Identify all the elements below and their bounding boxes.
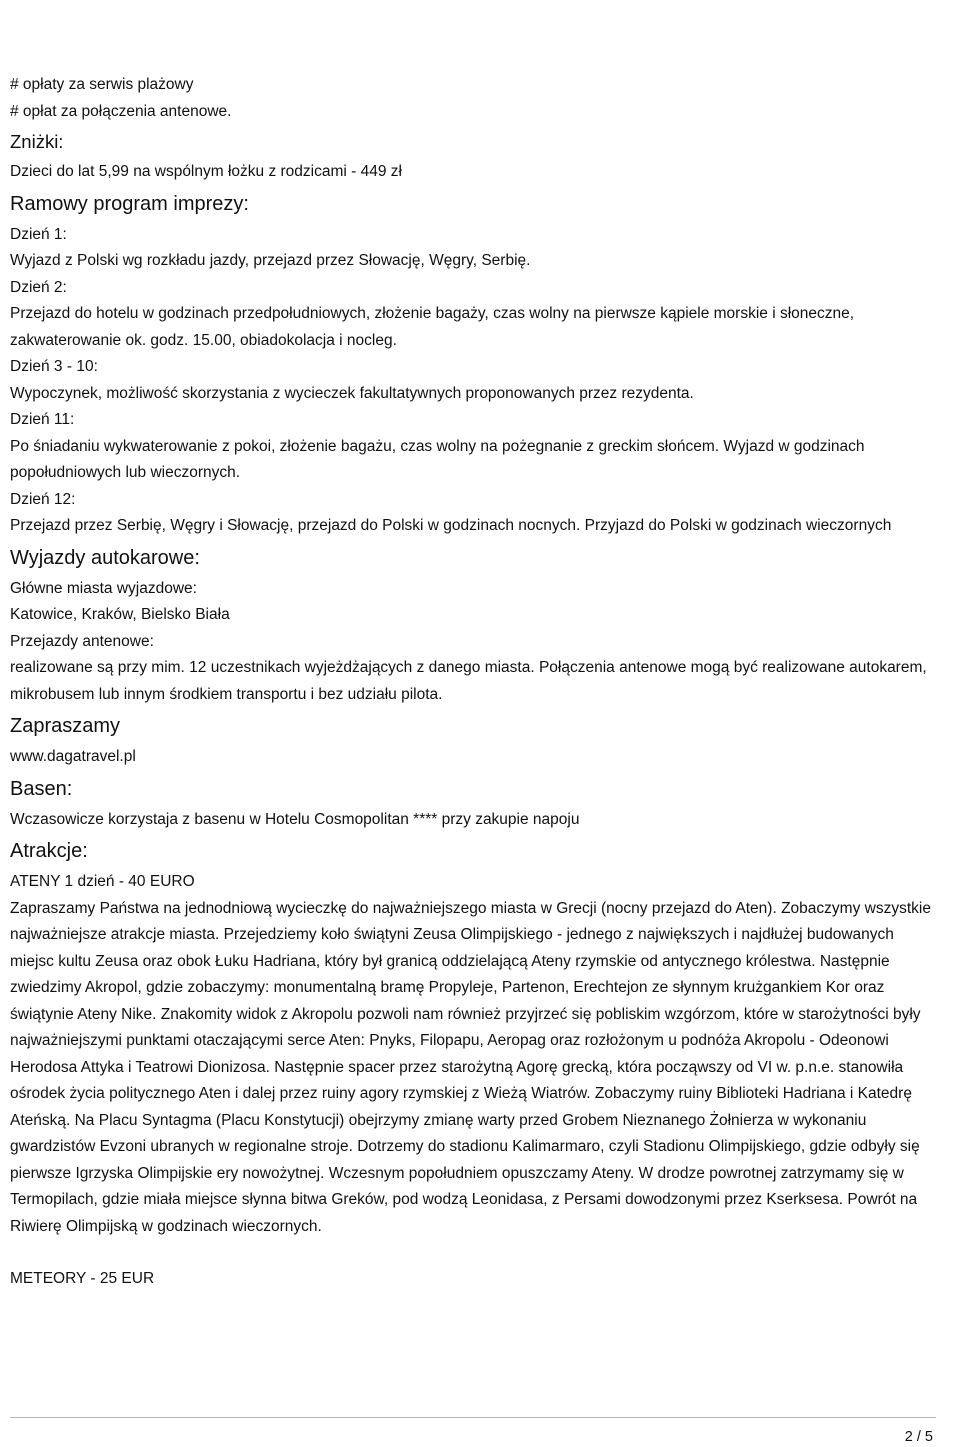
- day3-text: Wypoczynek, możliwość skorzystania z wycieczek fakultatywnych proponowanych przez rezydenta.: [10, 384, 694, 402]
- website-text: www.dagatravel.pl: [10, 748, 136, 765]
- invite-heading: Zapraszamy: [10, 715, 121, 737]
- footer-divider: [10, 1417, 936, 1418]
- day12-label: Dzień 12:: [10, 490, 76, 508]
- page-number: 2 / 5: [904, 1429, 933, 1445]
- fee-item-antenna: # opłat za połączenia antenowe.: [10, 102, 232, 120]
- day3-label: Dzień 3 - 10:: [10, 358, 98, 375]
- day11-text: Po śniadaniu wykwaterowanie z pokoi, złożenie bagażu, czas wolny na pożegnanie z greckim słońcem. Wyjazd w godzinach popołudniowych lub wieczornych.: [10, 437, 865, 481]
- antenna-label: Przejazdy antenowe:: [10, 632, 154, 650]
- discounts-heading: Zniżki:: [10, 131, 64, 152]
- day11-label: Dzień 11:: [10, 411, 75, 428]
- day12-text: Przejazd przez Serbię, Węgry i Słowację, przejazd do Polski w godzinach nocnych. Przyjazd do Polski w godzinach wieczornych: [10, 517, 892, 534]
- main-cities-label: Główne miasta wyjazdowe:: [10, 579, 197, 597]
- fee-item-beach: # opłaty za serwis plażowy: [10, 76, 194, 93]
- document-body: [10, 72, 935, 1293]
- program-heading: Ramowy program imprezy:: [10, 192, 249, 215]
- spacer: [10, 1240, 935, 1266]
- pool-heading: Basen:: [10, 777, 73, 800]
- main-cities: Katowice, Kraków, Bielsko Biała: [10, 606, 230, 623]
- meteora-title: METEORY - 25 EUR: [10, 1270, 155, 1287]
- bus-heading: Wyjazdy autokarowe:: [10, 546, 200, 569]
- pool-text: Wczasowicze korzystaja z basenu w Hotelu Cosmopolitan **** przy zakupie napoju: [10, 810, 580, 828]
- discount-text: Dzieci do lat 5,99 na wspólnym łożku z rodzicami - 449 zł: [10, 163, 402, 180]
- day1-text: Wyjazd z Polski wg rozkładu jazdy, przejazd przez Słowację, Węgry, Serbię.: [10, 252, 531, 269]
- day1-label: Dzień 1:: [10, 225, 67, 243]
- antenna-text: realizowane są przy mim. 12 uczestnikach wyjeżdżających z danego miasta. Połączenia antenowe mogą być realizowane autokarem, mikrobusem lub innym środkiem transportu i bez udziału pilota.: [10, 659, 927, 703]
- attractions-heading: Atrakcje:: [10, 840, 88, 862]
- athens-text: Zapraszamy Państwa na jednodniową wycieczkę do najważniejszego miasta w Grecji (nocny przejazd do Aten). Zobaczymy wszystkie najważniejsze atrakcje miasta. Przejedziemy koło świątyni Zeusa Olimpijskiego - jednego z największych i najdłużej budowanych miejsc kultu Zeusa oraz obok Łuku Hadriana, który był granicą oddzielającą Ateny rzymskie od antycznego królestwa. Następnie zwiedzimy Akropol, gdzie zobaczymy: monumentalną bramę Propyleje, Partenon, Erechtejon ze słynnym krużgankiem Kor oraz świątynie Ateny Nike. Znakomity widok z Akropolu pozwoli nam również przyjrzeć się pobliskim wzgórzom, które w starożytności były najważniejszymi punktami otaczającymi serce Aten: Pnyks, Filopapu, Aeropag oraz rozłożonym u podnóża Akropolu - Odeonowi Herodosa Attyka i Teatrowi Dionizosa. Następnie spacer przez starożytną Agorę grecką, która począwszy od VI w. p.n.e. stanowiła ośrodek życia politycznego Aten i dalej przez ruiny agory rzymskiej z Wieżą Wiatrów. Zobaczymy ruiny Biblioteki Hadriana i Katedrę Ateńską. Na Placu Syntagma (Placu Konstytucji) obejrzymy zmianę warty przed Grobem Nieznanego Żołnierza w wykonaniu gwardzistów Evzoni ubranych w regionalne stroje. Dotrzemy do stadionu Kalimarmaro, czyli Stadionu Olimpijskiego, gdzie odbyły się pierwsze Igrzyska Olimpijskie ery nowożytnej. Wczesnym popołudniem opuszczamy Ateny. W drodze powrotnej zatrzymamy się w Termopilach, gdzie miała miejsce słynna bitwa Greków, pod wodzą Leonidasa, z Persami dowodzonymi przez Kserksesa. Powrót na Riwierę Olimpijską w godzinach wieczornych.: [10, 899, 931, 1235]
- day2-label: Dzień 2:: [10, 278, 67, 296]
- day2-text: Przejazd do hotelu w godzinach przedpołudniowych, złożenie bagaży, czas wolny na pierwsze kąpiele morskie i słoneczne, zakwaterowanie ok. godz. 15.00, obiadokolacja i nocleg.: [10, 305, 855, 349]
- athens-title: ATENY 1 dzień - 40 EURO: [10, 873, 195, 890]
